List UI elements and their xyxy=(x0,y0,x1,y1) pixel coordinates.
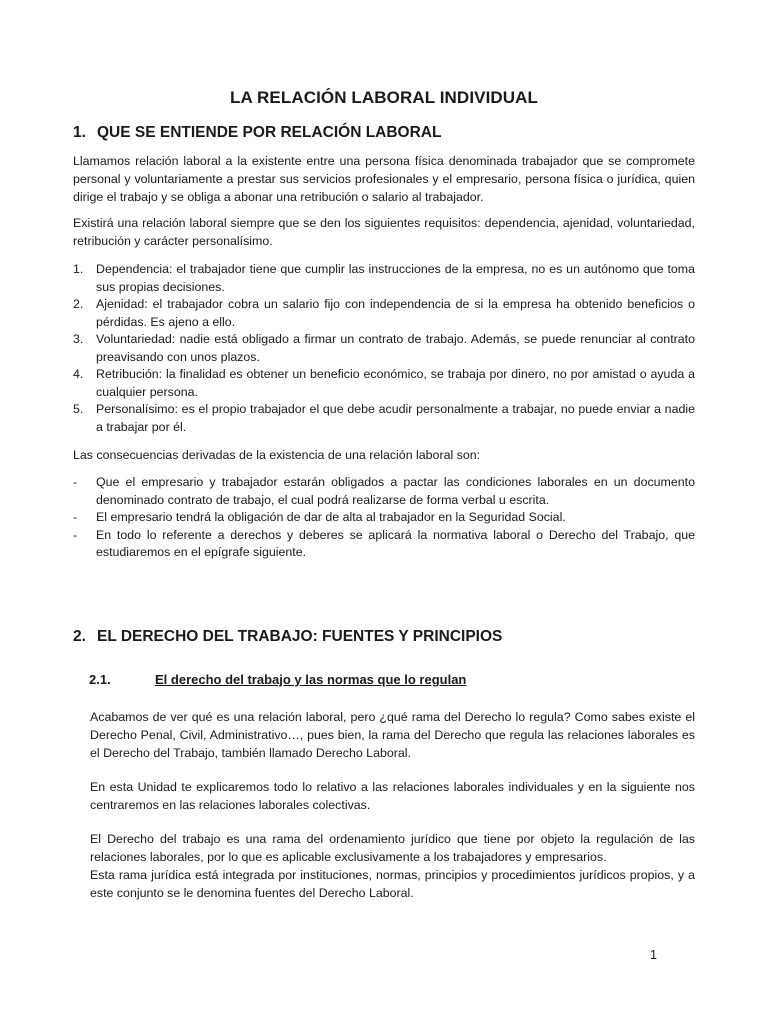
list-item: 1. Dependencia: el trabajador tiene que cumplir las instrucciones de la empresa, no es un autónomo que toma sus propias decisiones. xyxy=(73,262,695,294)
list-item: 4. Retribución: la finalidad es obtener un beneficio económico, se trabaja por dinero, no por amistad o ayuda a cualquier persona. xyxy=(73,367,695,399)
section-2-paragraph-1: Acabamos de ver qué es una relación laboral, pero ¿qué rama del Derecho lo regula? Como sabes existe el Derecho Penal, Civil, Administrativo…, pues bien, la rama del Derecho que regula las relaciones laborales es el Derecho del Trabajo, también llamado Derecho Laboral. xyxy=(90,710,695,760)
section-1-paragraph-3: Las consecuencias derivadas de la existencia de una relación laboral son: xyxy=(73,448,481,462)
list-item: 2. Ajenidad: el trabajador cobra un salario fijo con independencia de si la empresa ha obtenido beneficios o pérdidas. Es ajeno a ello. xyxy=(73,297,695,329)
list-item: - El empresario tendrá la obligación de dar de alta al trabajador en la Seguridad Social. xyxy=(73,510,566,524)
section-2-paragraph-4: Esta rama jurídica está integrada por instituciones, normas, principios y procedimientos jurídicos propios, y a este conjunto se le denomina fuentes del Derecho Laboral. xyxy=(90,868,695,900)
requirements-list xyxy=(73,261,695,436)
list-item: - Que el empresario y trabajador estarán obligados a pactar las condiciones laborales en un documento denominado contrato de trabajo, el cual podrá realizarse de forma verbal u escrita. xyxy=(73,475,695,507)
section-1-paragraph-2: Existirá una relación laboral siempre que se den los siguientes requisitos: dependencia, ajenidad, voluntariedad, retribución y carácter personalísimo. xyxy=(73,216,695,248)
document-title: LA RELACIÓN LABORAL INDIVIDUAL xyxy=(229,88,539,107)
section-2-number: 2. xyxy=(73,628,86,645)
subsection-2-1-number: 2.1. xyxy=(89,672,111,687)
section-1-heading xyxy=(73,124,441,142)
section-2-paragraph-2: En esta Unidad te explicaremos todo lo relativo a las relaciones laborales individuales y en la siguiente nos centraremos en las relaciones laborales colectivas. xyxy=(90,780,695,812)
list-item: - En todo lo referente a derechos y deberes se aplicará la normativa laboral o Derecho del Trabajo, que estudiaremos en el epígrafe siguiente. xyxy=(73,527,695,559)
list-item: 5. Personalísimo: es el propio trabajador el que debe acudir personalmente a trabajar, no puede enviar a nadie a trabajar por él. xyxy=(73,402,695,434)
subsection-2-1-title: El derecho del trabajo y las normas que lo regulan xyxy=(155,672,467,687)
section-1-title: QUE SE ENTIENDE POR RELACIÓN LABORAL xyxy=(97,124,442,141)
list-item: 3. Voluntariedad: nadie está obligado a firmar un contrato de trabajo. Además, se puede renunciar al contrato preavisando con unos plazos. xyxy=(73,332,695,364)
section-2-title: EL DERECHO DEL TRABAJO: FUENTES Y PRINCIPIOS xyxy=(97,628,503,645)
consequences-list xyxy=(73,474,695,562)
section-2-paragraph-3: El Derecho del trabajo es una rama del ordenamiento jurídico que tiene por objeto la regulación de las relaciones laborales, por lo que es aplicable exclusivamente a los trabajadores y empresarios. xyxy=(90,832,695,864)
subsection-2-1-heading xyxy=(89,672,466,687)
section-2-heading xyxy=(73,628,502,646)
section-1-paragraph-1: Llamamos relación laboral a la existente entre una persona física denominada trabajador que se compromete personal y voluntariamente a prestar sus servicios profesionales y el empresario, persona física o jurídica, quien dirige el trabajo y se obliga a abonar una retribución o salario al trabajador. xyxy=(73,154,695,204)
section-1-number: 1. xyxy=(73,124,86,141)
page-number: 1 xyxy=(650,948,657,962)
